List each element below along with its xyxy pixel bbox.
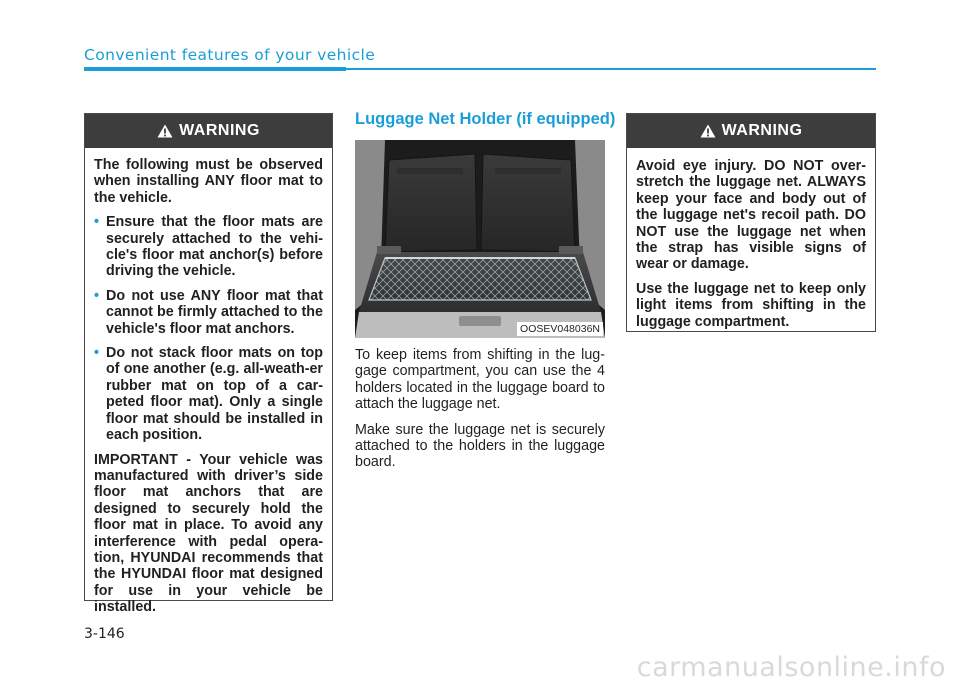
warning-triangle-icon bbox=[157, 124, 173, 138]
warning-heading: WARNING bbox=[179, 122, 260, 139]
warning-triangle-icon bbox=[700, 124, 716, 138]
luggage-compartment-illustration bbox=[355, 140, 605, 338]
body-paragraph: Make sure the luggage net is securely attached to the holders in the luggage board. bbox=[355, 421, 605, 471]
warning-bullet-list bbox=[94, 214, 323, 443]
warning-body bbox=[627, 148, 875, 330]
warning-header bbox=[85, 114, 332, 148]
section-header-title: Convenient features of your vehicle bbox=[84, 46, 376, 64]
bullet-dot-icon: • bbox=[94, 287, 100, 304]
warning-header bbox=[627, 114, 875, 148]
watermark: carmanualsonline.info bbox=[636, 652, 946, 683]
header-rule bbox=[84, 67, 346, 71]
warning-intro: The following must be observed when installing ANY floor mat to the vehicle. bbox=[94, 157, 323, 206]
warning-bullet: • Do not use ANY floor mat that cannot be firmly attached to the vehicle's floor mat anchors. bbox=[94, 287, 323, 337]
section-title: Luggage Net Holder (if equipped) bbox=[355, 110, 616, 128]
warning-important-note: IMPORTANT - Your vehicle was manufactured with driver’s side floor mat anchors that are designed to securely hold the floor mat in place. To avoid any interference with pedal opera-tion, HYUNDAI recommends that the HYUNDAI floor mat designed for use in your vehicle be installed. bbox=[94, 451, 323, 616]
page-number: 3-146 bbox=[84, 626, 125, 642]
body-paragraph: To keep items from shifting in the lug-gage compartment, you can use the 4 holders located in the luggage board to attach the luggage net. bbox=[355, 347, 605, 413]
warning-heading: WARNING bbox=[721, 122, 803, 139]
image-reference-code: OOSEV048036N bbox=[517, 322, 603, 336]
header-rule-thin bbox=[346, 68, 876, 70]
section-body bbox=[355, 347, 605, 480]
warning-box-luggage-net bbox=[626, 113, 876, 332]
bullet-dot-icon: • bbox=[94, 345, 100, 362]
warning-paragraph: Use the luggage net to keep only light items from shifting in the luggage compartment. bbox=[636, 280, 866, 330]
warning-bullet: • Ensure that the floor mats are securely attached to the vehi-cle's floor mat anchor(s) before driving the vehicle. bbox=[94, 214, 323, 280]
warning-paragraph: Avoid eye injury. DO NOT over-stretch the luggage net. ALWAYS keep your face and body out of the luggage net's recoil path. DO NOT use the luggage net when the strap has visible signs of wear or damage. bbox=[636, 158, 866, 273]
warning-body bbox=[85, 148, 332, 616]
bullet-dot-icon: • bbox=[94, 214, 100, 231]
warning-bullet: • Do not stack floor mats on top of one another (e.g. all-weath-er rubber mat on top of a car-peted floor mat). Only a single floor mat should be installed in each position. bbox=[94, 345, 323, 444]
luggage-net-photo bbox=[355, 140, 605, 338]
warning-box-floor-mat bbox=[84, 113, 333, 616]
